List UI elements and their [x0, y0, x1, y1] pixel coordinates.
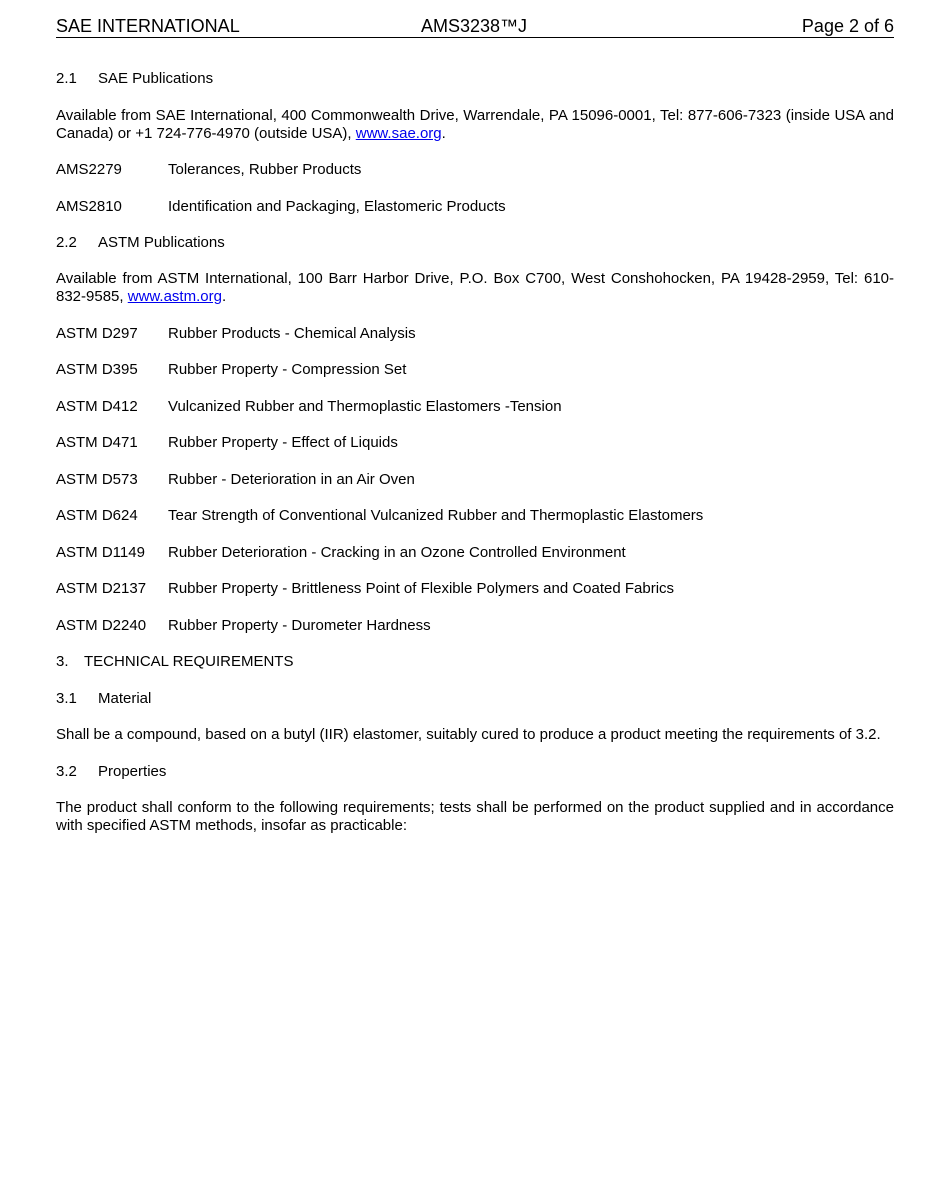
reference-row: [56, 198, 894, 216]
reference-title: Rubber Products - Chemical Analysis: [168, 325, 416, 342]
section-number: 2.2: [56, 234, 77, 251]
document-page: [56, 0, 894, 834]
reference-row: [56, 161, 894, 179]
reference-title: Vulcanized Rubber and Thermoplastic Elastomers -Tension: [168, 398, 562, 415]
reference-code: ASTM D1149: [56, 544, 145, 561]
reference-row: [56, 471, 894, 489]
reference-code: ASTM D624: [56, 507, 138, 524]
section-3-1-heading: [56, 690, 894, 708]
reference-row: [56, 398, 894, 416]
reference-code: ASTM D573: [56, 471, 138, 488]
reference-title: Rubber - Deterioration in an Air Oven: [168, 471, 415, 488]
reference-code: ASTM D395: [56, 361, 138, 378]
section-number: 3.: [56, 653, 69, 670]
reference-title: Identification and Packaging, Elastomeric Products: [168, 198, 506, 215]
reference-code: ASTM D2240: [56, 617, 147, 634]
properties-paragraph: The product shall conform to the following requirements; tests shall be performed on the product supplied and in accordance with specified ASTM methods, insofar as practicable:: [56, 799, 894, 834]
reference-code: ASTM D412: [56, 398, 138, 415]
header-page-number: Page 2 of 6: [801, 16, 894, 36]
reference-title: Tear Strength of Conventional Vulcanized Rubber and Thermoplastic Elastomers: [168, 507, 704, 524]
reference-title: Rubber Property - Compression Set: [168, 361, 407, 378]
reference-title: Rubber Property - Effect of Liquids: [168, 434, 398, 451]
material-paragraph: Shall be a compound, based on a butyl (IIR) elastomer, suitably cured to produce a product meeting the requirements of 3.2.: [56, 726, 881, 743]
reference-code: ASTM D297: [56, 325, 138, 342]
reference-row: [56, 325, 894, 343]
sae-website-link[interactable]: www.sae.org: [355, 125, 442, 142]
astm-availability-paragraph: Available from ASTM International, 100 Barr Harbor Drive, P.O. Box C700, West Conshohocken, PA 19428-2959, Tel: 610-832-9585, www.astm.org.: [56, 270, 894, 305]
header-doc-id: AMS3238™J: [421, 16, 528, 36]
reference-code: AMS2279: [56, 161, 122, 178]
section-title: TECHNICAL REQUIREMENTS: [84, 653, 294, 670]
section-number: 2.1: [56, 70, 77, 87]
header-org: SAE INTERNATIONAL: [56, 16, 240, 36]
reference-code: ASTM D471: [56, 434, 138, 451]
section-2-2-heading: [56, 234, 894, 252]
section-title: Material: [98, 690, 152, 707]
section-3-2-heading: [56, 763, 894, 781]
section-2-1-heading: [56, 70, 894, 88]
astm-availability-text: Available from ASTM International, 100 Barr Harbor Drive, P.O. Box C700, West Conshohocken, PA 19428-2959, Tel: 610-832-9585,: [56, 270, 894, 305]
reference-row: [56, 580, 894, 598]
section-title: ASTM Publications: [98, 234, 225, 251]
reference-row: [56, 361, 894, 379]
reference-title: Rubber Deterioration - Cracking in an Ozone Controlled Environment: [168, 544, 626, 561]
section-title: SAE Publications: [98, 70, 214, 87]
reference-title: Rubber Property - Durometer Hardness: [168, 617, 431, 634]
reference-title: Tolerances, Rubber Products: [168, 161, 362, 178]
section-3-heading: [56, 653, 894, 671]
section-number: 3.2: [56, 763, 77, 780]
reference-row: [56, 544, 894, 562]
reference-row: [56, 507, 894, 525]
reference-code: ASTM D2137: [56, 580, 147, 597]
section-title: Properties: [98, 763, 167, 780]
astm-website-link[interactable]: www.astm.org: [127, 288, 222, 305]
reference-title: Rubber Property - Brittleness Point of Flexible Polymers and Coated Fabrics: [168, 580, 675, 597]
reference-code: AMS2810: [56, 198, 122, 215]
reference-row: [56, 617, 894, 635]
section-number: 3.1: [56, 690, 77, 707]
sae-availability-paragraph: Available from SAE International, 400 Commonwealth Drive, Warrendale, PA 15096-0001, Tel: 877-606-7323 (inside USA and Canada) or +1 724-776-4970 (outside USA), www.sae.org.: [56, 107, 894, 142]
sae-availability-text: Available from SAE International, 400 Commonwealth Drive, Warrendale, PA 15096-0001, Tel: 877-606-7323 (inside USA and Canada) or +1 724-776-4970 (outside USA),: [56, 107, 894, 142]
page-header: [56, 0, 894, 38]
reference-row: [56, 434, 894, 452]
